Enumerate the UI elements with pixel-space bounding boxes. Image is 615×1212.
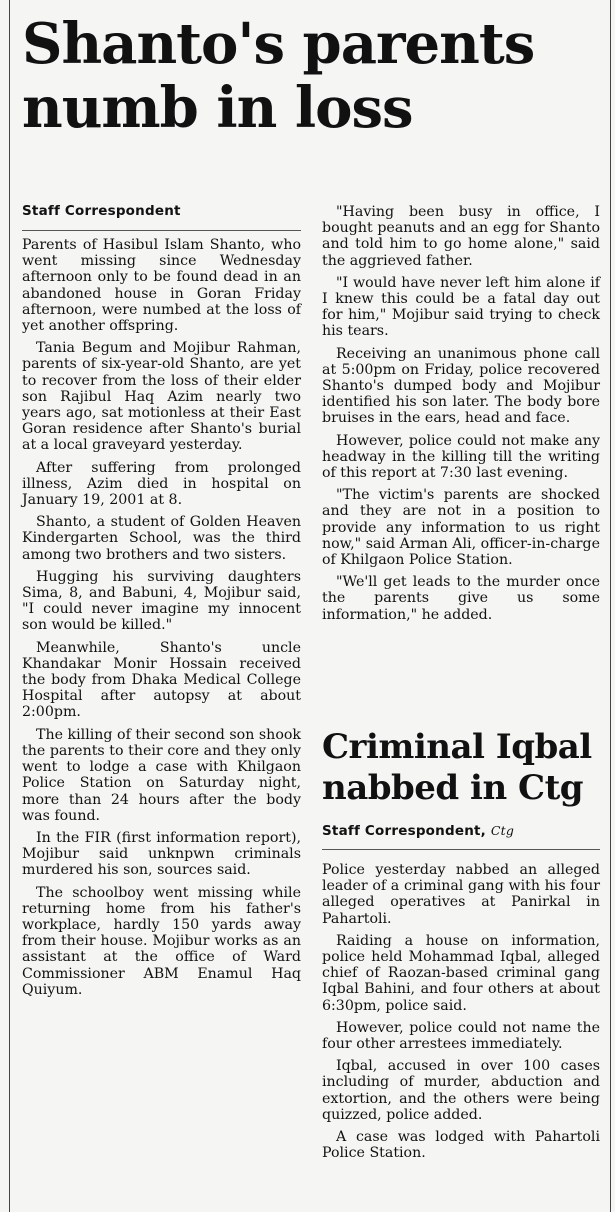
paragraph: Shanto, a student of Golden Heaven Kindergarten School, was the third among two brothers and two sisters.: [22, 514, 301, 563]
article-column-2: [322, 204, 600, 629]
paragraph: Police yesterday nabbed an alleged leader of a criminal gang with his four alleged operatives at Panirkal in Pahartoli.: [322, 862, 600, 927]
paragraph: Raiding a house on information, police held Mohammad Iqbal, alleged chief of Raozan-based criminal gang Iqbal Bahini, and four others at about 6:30pm, police said.: [322, 932, 600, 1014]
paragraph: Hugging his surviving daughters Sima, 8, and Babuni, 4, Mojibur said, "I could never imagine my innocent son would be killed.": [22, 568, 301, 634]
article-column-1: [22, 237, 301, 1004]
headline-line-2: numb in loss: [22, 75, 413, 141]
right-column-rule: [610, 0, 611, 1212]
paragraph: Iqbal, accused in over 100 cases including of murder, abduction and extortion, and the others were being quizzed, police added.: [322, 1058, 600, 1123]
article-headline: [22, 12, 602, 140]
paragraph: A case was lodged with Pahartoli Police Station.: [322, 1129, 600, 1162]
second-article-headline: [322, 727, 607, 809]
paragraph: Tania Begum and Mojibur Rahman, parents of six-year-old Shanto, are yet to recover from the loss of their elder son Rajibul Haq Azim nearly two years ago, sat motionless at their East Goran residence after Shanto's burial at a local graveyard yesterday.: [22, 340, 301, 454]
paragraph: "Having been busy in office, I bought peanuts and an egg for Shanto and told him to go home alone," said the aggrieved father.: [322, 204, 600, 269]
paragraph: "The victim's parents are shocked and they are not in a position to provide any information to us right now," said Arman Ali, officer-in-charge of Khilgaon Police Station.: [322, 487, 600, 569]
paragraph: After suffering from prolonged illness, Azim died in hospital on January 19, 2001 at 8.: [22, 459, 301, 509]
paragraph: "We'll get leads to the murder once the parents give us some information," he added.: [322, 574, 600, 623]
second-headline-line-1: Criminal Iqbal: [322, 727, 592, 767]
paragraph: Receiving an unanimous phone call at 5:00pm on Friday, police recovered Shanto's dumped body and Mojibur identified his son later. The body bore bruises in the ears, head and face.: [322, 345, 600, 427]
paragraph: The schoolboy went missing while returning home from his father's workplace, hardly 150 yards away from their house. Mojibur works as an assistant at the office of Ward Commissioner ABM Enamul Haq Quiyum.: [22, 884, 301, 998]
paragraph: "I would have never left him alone if I knew this could be a fatal day out for him," Mojibur said trying to check his tears.: [322, 274, 600, 340]
second-byline-location: Ctg: [490, 823, 515, 838]
byline: Staff Correspondent: [22, 203, 181, 219]
second-article-body: [322, 862, 600, 1167]
paragraph: Parents of Hasibul Islam Shanto, who went missing since Wednesday afternoon only to be found dead in an abandoned house in Goran Friday afternoon, were numbed at the loss of yet another offspring.: [22, 237, 301, 335]
paragraph: However, police could not make any headway in the killing till the writing of this report at 7:30 last evening.: [322, 432, 600, 482]
left-column-rule: [9, 0, 10, 1212]
paragraph: In the FIR (first information report), Mojibur said unknpwn criminals murdered his son, sources said.: [22, 829, 301, 879]
second-headline-line-2: nabbed in Ctg: [322, 768, 584, 808]
paragraph: The killing of their second son shook the parents to their core and they only went to lodge a case with Khilgaon Police Station on Saturday night, more than 24 hours after the body was found.: [22, 726, 301, 824]
second-byline-author: Staff Correspondent,: [322, 823, 486, 839]
byline-divider: [22, 230, 301, 231]
headline-line-1: Shanto's parents: [22, 11, 535, 77]
second-byline: [322, 823, 514, 839]
paragraph: However, police could not name the four other arrestees immediately.: [322, 1019, 600, 1053]
second-byline-divider: [322, 849, 600, 850]
paragraph: Meanwhile, Shanto's uncle Khandakar Monir Hossain received the body from Dhaka Medical College Hospital after autopsy at about 2:00pm.: [22, 639, 301, 721]
